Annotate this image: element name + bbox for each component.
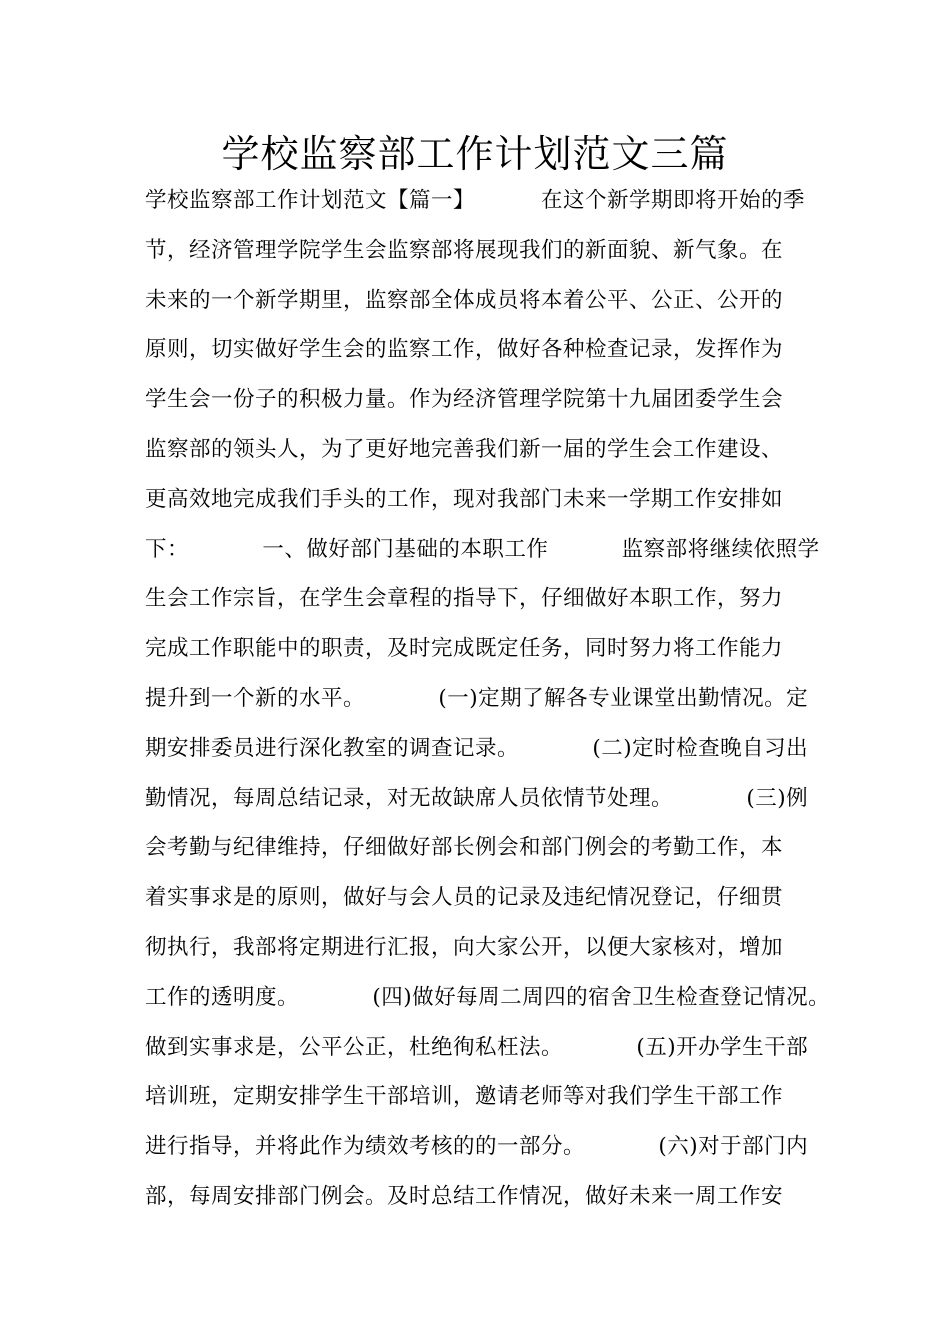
document-title: 学校监察部工作计划范文三篇: [221, 132, 729, 176]
text-line: 着实事求是的原则，做好与会人员的记录及违纪情况登记，仔细贯: [145, 885, 784, 911]
text-line: 勤情况，每周总结记录，对无故缺席人员依情节处理。 (三)例: [145, 785, 809, 811]
text-line: 节，经济管理学院学生会监察部将展现我们的新面貌、新气象。在: [145, 237, 784, 263]
text-line: 未来的一个新学期里，监察部全体成员将本着公平、公正、公开的: [145, 287, 784, 313]
text-line: 会考勤与纪律维持，仔细做好部长例会和部门例会的考勤工作，本: [145, 835, 784, 861]
text-line: 提升到一个新的水平。 (一)定期了解各专业课堂出勤情况。定: [145, 685, 809, 711]
text-line: 完成工作职能中的职责，及时完成既定任务，同时努力将工作能力: [145, 636, 784, 662]
text-line: 更高效地完成我们手头的工作，现对我部门未来一学期工作安排如: [145, 486, 784, 512]
text-line: 工作的透明度。 (四)做好每周二周四的宿舍卫生检查登记情况。: [145, 984, 831, 1010]
text-line: 做到实事求是，公平公正，杜绝徇私枉法。 (五)开办学生干部: [145, 1034, 809, 1060]
text-line: 进行指导，并将此作为绩效考核的的一部分。 (六)对于部门内: [145, 1134, 809, 1160]
text-line: 生会工作宗旨，在学生会章程的指导下，仔细做好本职工作，努力: [145, 586, 784, 612]
text-line: 期安排委员进行深化教室的调查记录。 (二)定时检查晚自习出: [145, 735, 809, 761]
text-line: 彻执行，我部将定期进行汇报，向大家公开，以便大家核对，增加: [145, 934, 784, 960]
text-line: 学生会一份子的积极力量。作为经济管理学院第十九届团委学生会: [145, 387, 784, 413]
text-line: 学校监察部工作计划范文【篇一】 在这个新学期即将开始的季: [145, 188, 806, 213]
text-line: 原则，切实做好学生会的监察工作，做好各种检查记录，发挥作为: [145, 337, 784, 363]
text-line: 培训班，定期安排学生干部培训，邀请老师等对我们学生干部工作: [145, 1084, 784, 1110]
text-line: 监察部的领头人，为了更好地完善我们新一届的学生会工作建设、: [145, 436, 784, 462]
text-line: 部，每周安排部门例会。及时总结工作情况，做好未来一周工作安: [145, 1183, 784, 1209]
document-body: [145, 178, 831, 1224]
text-line: 下： 一、做好部门基础的本职工作 监察部将继续依照学: [145, 536, 820, 562]
